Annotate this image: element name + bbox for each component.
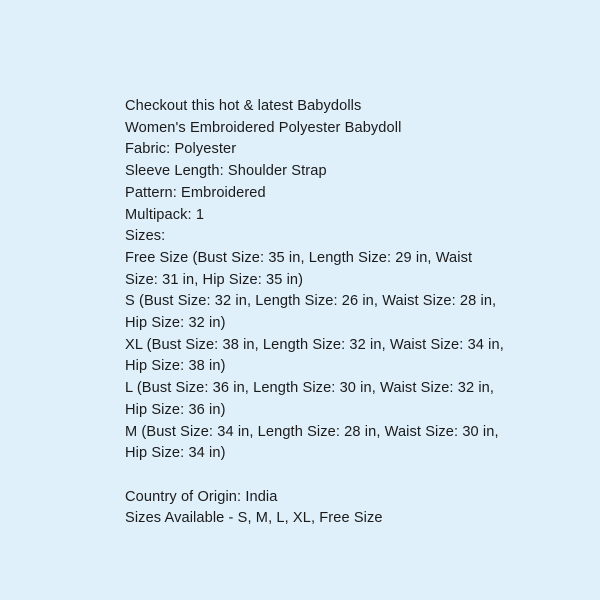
description-line: Free Size (Bust Size: 35 in, Length Size: 29 in, Waist Size: 31 in, Hip Size: 35 in) bbox=[125, 249, 477, 288]
description-line: S (Bust Size: 32 in, Length Size: 26 in, Waist Size: 28 in, Hip Size: 32 in) bbox=[125, 293, 501, 332]
description-line: M (Bust Size: 34 in, Length Size: 28 in, Waist Size: 30 in, Hip Size: 34 in) bbox=[125, 423, 503, 462]
description-line: Multipack: 1 bbox=[125, 206, 205, 223]
product-description-text bbox=[125, 96, 509, 530]
description-line: Pattern: Embroidered bbox=[125, 184, 266, 201]
description-line: Sizes Available - S, M, L, XL, Free Size bbox=[125, 510, 383, 527]
description-line: Women's Embroidered Polyester Babydoll bbox=[125, 119, 402, 136]
description-line: L (Bust Size: 36 in, Length Size: 30 in, Waist Size: 32 in, Hip Size: 36 in) bbox=[125, 380, 499, 418]
description-spacer bbox=[125, 465, 505, 487]
description-line: Country of Origin: India bbox=[125, 488, 278, 505]
description-line: Checkout this hot & latest Babydolls bbox=[125, 98, 362, 114]
description-line: XL (Bust Size: 38 in, Length Size: 32 in, Waist Size: 34 in, Hip Size: 38 in) bbox=[125, 336, 509, 375]
description-line: Fabric: Polyester bbox=[125, 141, 237, 158]
description-line: Sleeve Length: Shoulder Strap bbox=[125, 163, 327, 180]
description-line: Sizes: bbox=[125, 228, 166, 245]
